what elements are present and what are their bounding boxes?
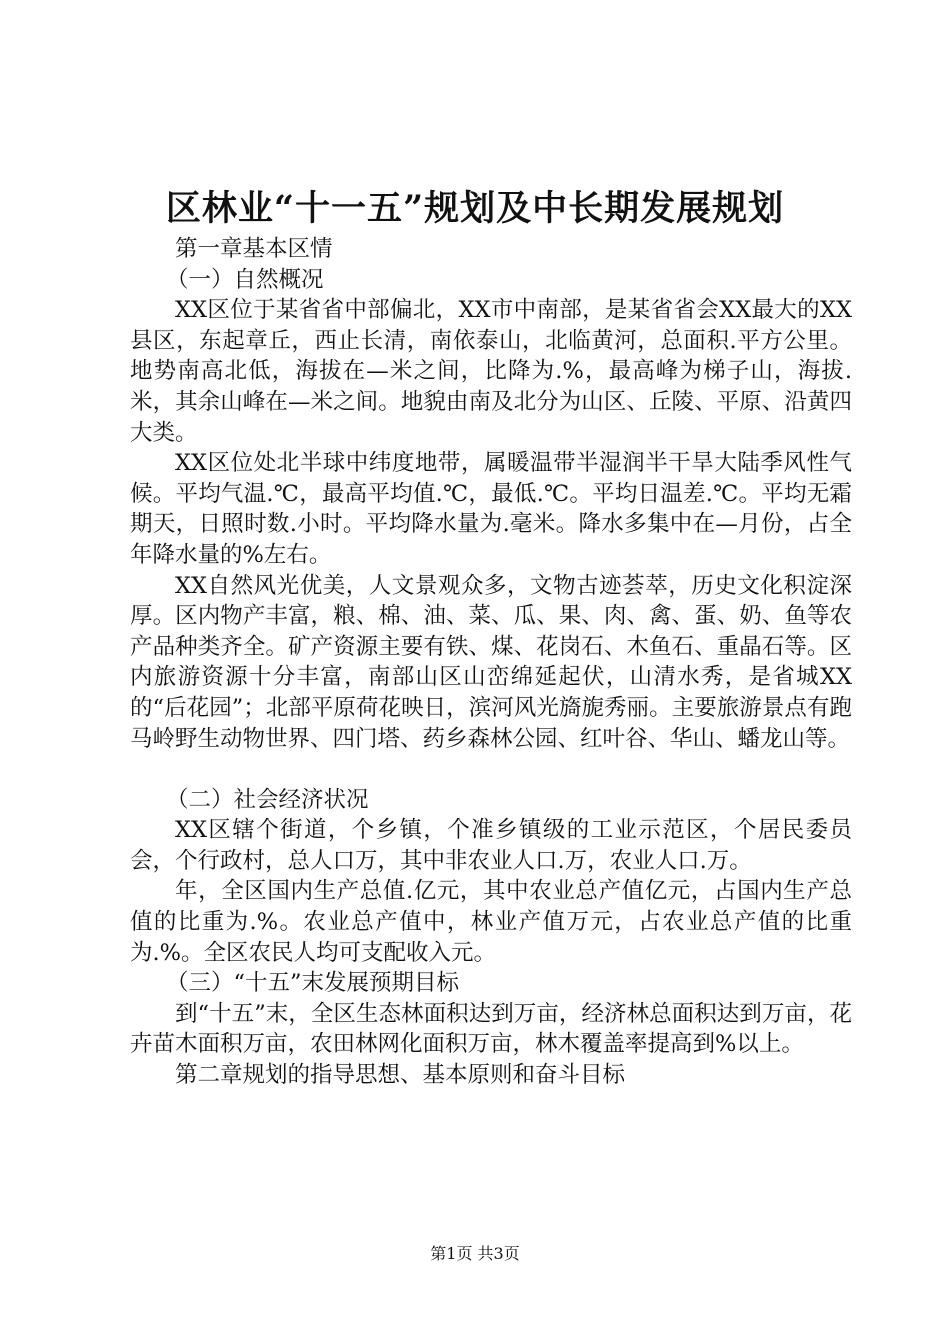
section-heading: （三）“十五”末发展预期目标 [166,970,460,997]
document-body [130,234,852,1091]
body-paragraph: XX区辖个街道，个乡镇，个准乡镇级的工业示范区，个居民委员会，个行政村，总人口万，其中非农业人口.万，农业人口.万。 [130,817,852,874]
document-title: 区林业“十一五”规划及中长期发展规划 [165,188,785,229]
body-paragraph: 年，全区国内生产总值.亿元，其中农业总产值亿元，占国内生产总值的比重为.%。农业总产值中，林业产值万元，占农业总产值的比重为.%。全区农民人均可支配收入元。 [130,878,852,966]
blank-line [130,754,852,785]
body-paragraph: XX区位处北半球中纬度地带，属暖温带半湿润半干旱大陆季风性气候。平均气温.℃，最高平均值.℃，最低.℃。平均日温差.℃。平均无霜期天，日照时数.小时。平均降水量为.毫米。降水多集中在—月份，占全年降水量的%左右。 [130,450,852,568]
body-paragraph: XX自然风光优美，人文景观众多，文物古迹荟萃，历史文化积淀深厚。区内物产丰富，粮、棉、油、菜、瓜、果、肉、禽、蛋、奶、鱼等农产品种类齐全。矿产资源主要有铁、煤、花岗石、木鱼石、重晶石等。区内旅游资源十分丰富，南部山区山峦绵延起伏，山清水秀，是省城XX的“后花园”；北部平原荷花映日，滨河风光旖旎秀丽。主要旅游景点有跑马岭野生动物世界、四门塔、药乡森林公园、红叶谷、华山、蟠龙山等。 [130,572,852,752]
section-heading: （一）自然概况 [166,266,324,293]
chapter-heading: 第一章基本区情 [175,236,333,262]
page-number-footer: 第1页 共3页 [430,1244,520,1263]
body-paragraph: 到“十五”末，全区生态林面积达到万亩，经济林总面积达到万亩，花卉苗木面积万亩，农田林网化面积万亩，林木覆盖率提高到%以上。 [130,1000,852,1058]
section-heading: （二）社会经济状况 [166,786,369,813]
chapter-heading: 第二章规划的指导思想、基本原则和奋斗目标 [175,1062,626,1089]
body-paragraph: XX区位于某省省中部偏北，XX市中南部，是某省省会XX最大的XX县区，东起章丘，西止长清，南依泰山，北临黄河，总面积.平方公里。地势南高北低，海拔在—米之间，比降为.%，最高峰为梯子山，海拔.米，其余山峰在—米之间。地貌由南及北分为山区、丘陵、平原、沿黄四大类。 [130,297,852,446]
